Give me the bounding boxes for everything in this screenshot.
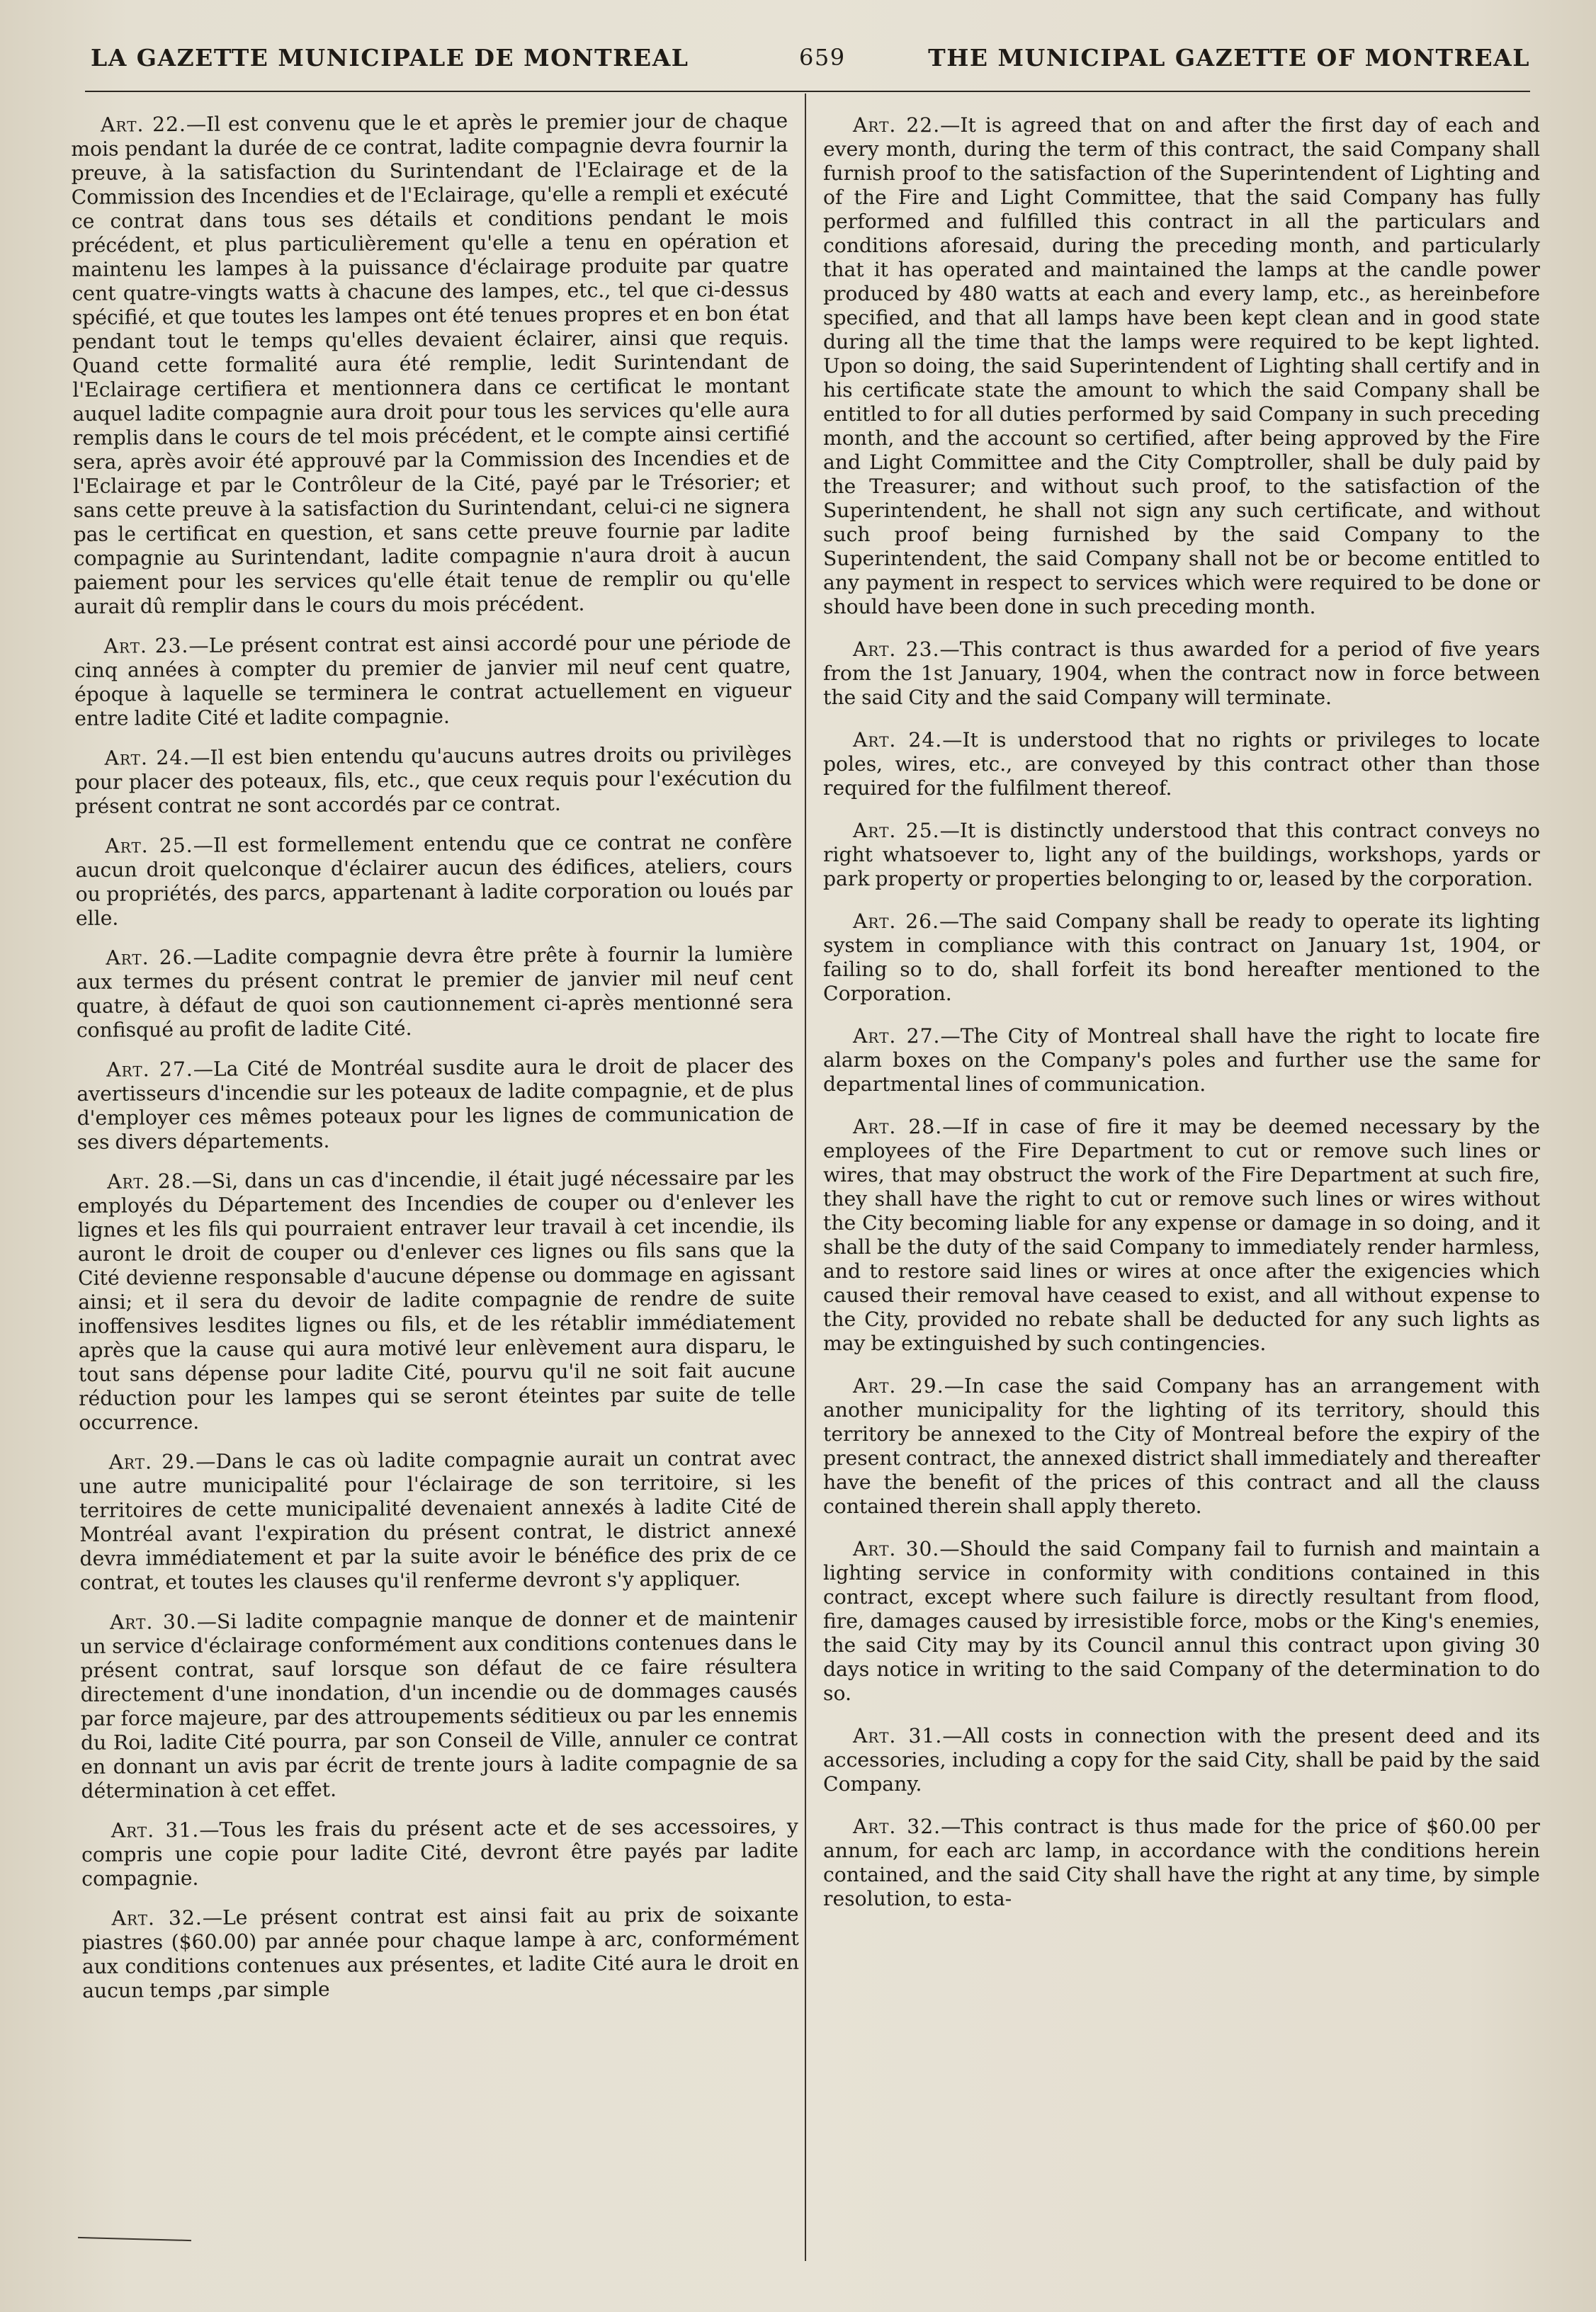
- article-text: —Il est formellement entendu que ce contrat ne confère aucun droit quelconque d'éclairer aucun des édifices, ateliers, cours ou propriétés, des parcs, appartenant à ladite corporation ou loués par elle.: [75, 829, 793, 930]
- article-text: —The said Company shall be ready to operate its lighting system in compliance with this contract on January 1st, 1904, or failing so to do, shall forfeit its bond hereafter mentioned to the Corporation.: [823, 910, 1541, 1005]
- column-divider: [805, 94, 806, 2261]
- article-paragraph: [81, 1815, 799, 1891]
- article-paragraph: [823, 728, 1540, 800]
- article-paragraph: [77, 1166, 796, 1435]
- french-gazette-title: LA GAZETTE MUNICIPALE DE MONTREAL: [91, 44, 689, 72]
- article-paragraph: [823, 1374, 1540, 1519]
- article-label: Art. 27.: [106, 1057, 193, 1082]
- article-paragraph: [823, 1115, 1540, 1356]
- article-paragraph: [80, 1606, 798, 1803]
- article-paragraph: [823, 1724, 1540, 1796]
- article-paragraph: [823, 1024, 1540, 1096]
- article-text: —Tous les frais du présent acte et de ses accessoires, y compris une copie pour ladite Cité, devront être payés par ladite compagnie.: [81, 1814, 799, 1891]
- page-number: 659: [799, 44, 846, 71]
- article-label: Art. 26.: [106, 945, 193, 970]
- article-label: Art. 31.: [111, 1818, 200, 1842]
- header-rule: [85, 91, 1530, 92]
- article-paragraph: [74, 742, 792, 819]
- article-text: —The City of Montreal shall have the right to locate fire alarm boxes on the Company's poles and further use the same for departmental lines of communication.: [823, 1024, 1540, 1096]
- article-text: —It is distinctly understood that this contract conveys no right whatsoever to, light any of the buildings, workshops, yards or park property or properties belonging to or, leased by the corporation.: [823, 819, 1541, 890]
- article-label: Art. 29.: [108, 1449, 196, 1474]
- article-paragraph: [74, 630, 791, 731]
- article-label: Art. 30.: [853, 1537, 940, 1560]
- article-paragraph: [823, 638, 1540, 710]
- article-text: —Ladite compagnie devra être prête à fournir la lumière aux termes du présent contrat le premier de janvier mil neuf cent quatre, à défaut de quoi son cautionnement ci-après mentionné sera confisqué au profit de ladite Cité.: [76, 941, 793, 1042]
- article-paragraph: [77, 1054, 794, 1155]
- article-label: Art. 29.: [853, 1374, 944, 1398]
- article-label: Art. 28.: [853, 1115, 943, 1138]
- page-header: [91, 44, 1530, 86]
- article-paragraph: [75, 830, 793, 931]
- article-label: Art. 24.: [104, 745, 191, 770]
- article-paragraph: [823, 1815, 1540, 1911]
- english-gazette-title: THE MUNICIPAL GAZETTE OF MONTREAL: [928, 44, 1530, 72]
- french-column: [71, 109, 799, 2019]
- article-text: —Si ladite compagnie manque de donner et de maintenir un service d'éclairage conformément aux conditions contenues dans le présent contrat, sauf lorsque son défaut de ce faire résultera directement d'une inondation, d'un incendie ou de dommages causés par force majeure, par des attroupements séditieux ou par les ennemis du Roi, ladite Cité pourra, par son Conseil de Ville, annuler ce contrat en donnant un avis par écrit de trente jours à ladite compagnie de sa détermination à cet effet.: [80, 1606, 798, 1803]
- article-label: Art. 32.: [111, 1905, 203, 1930]
- article-label: Art. 26.: [853, 910, 940, 933]
- article-label: Art. 27.: [853, 1024, 941, 1048]
- article-label: Art. 31.: [853, 1724, 943, 1747]
- article-text: —Il est bien entendu qu'aucuns autres droits ou privilèges pour placer des poteaux, fils, etc., que ceux requis pour l'exécution du présent contrat ne sont accordés par ce contrat.: [74, 742, 792, 818]
- article-label: Art. 22.: [853, 113, 941, 137]
- article-text: —In case the said Company has an arrangement with another municipality for the lighting of its territory, should this territory be annexed to the City of Montreal before the expiry of the present contract, the annexed district shall immediately and thereafter have the benefit of the prices of this contract and all the clauss contained therein shall apply thereto.: [823, 1374, 1540, 1518]
- article-text: —Dans le cas où ladite compagnie aurait un contrat avec une autre municipalité pour l'éclairage de son territoire, si les territoires de cette municipalité devenaient annexés à ladite Cité de Montréal avant l'expiration du présent contrat, le district annexé devra immédiatement et par la suite avoir le bénéfice des prix de ce contrat, et toutes les clauses qu'il renferme devront s'y appliquer.: [79, 1446, 797, 1594]
- article-paragraph: [76, 942, 793, 1043]
- article-text: —It is understood that no rights or privileges to locate poles, wires, etc., are conveyed by this contract other than those required for the fulfilment thereof.: [823, 728, 1540, 800]
- article-label: Art. 28.: [107, 1169, 192, 1194]
- article-label: Art. 23.: [853, 638, 940, 661]
- article-text: —It is agreed that on and after the first day of each and every month, during the term of this contract, the said Company shall furnish proof to the satisfaction of the Superintendent of Lighting and of the Fire and Light Committee, that the said Company has fully performed and fulfilled this contract in all the particulars and conditions aforesaid, during the preceding month, and particularly that it has operated and maintained the lamps at the candle power produced by 480 watts at each and every lamp, etc., as hereinbefore specified, and that all lamps have been kept clean and in good state during all the time that the lamps were required to be kept lighted. Upon so doing, the said Superintendent of Lighting shall certify and in his certificate state the amount to which the said Company shall be entitled to for all duties performed by said Company in such preceding month, and the account so certified, after being approved by the Fire and Light Committee and the City Comptroller, shall be duly paid by the Treasurer; and without such proof, to the satisfaction of the Superintendent, he shall not sign any such certificate, and without such proof being furnished by the said Company to the Superintendent, the said Company shall not be or become entitled to any payment in respect to services which were required to be done or should have been done in such preceding month.: [823, 113, 1540, 618]
- article-label: Art. 32.: [853, 1815, 941, 1838]
- article-text: —All costs in connection with the present deed and its accessories, including a copy for the said City, shall be paid by the said Company.: [823, 1724, 1540, 1796]
- article-label: Art. 24.: [853, 728, 943, 752]
- article-text: —This contract is thus made for the price of $60.00 per annum, for each arc lamp, in accordance with the conditions herein contained, and the said City shall have the right at any time, by simple resolution, to esta-: [823, 1815, 1540, 1910]
- article-paragraph: [823, 819, 1540, 891]
- article-paragraph: [823, 910, 1540, 1006]
- article-paragraph: [79, 1446, 797, 1595]
- article-text: —La Cité de Montréal susdite aura le droit de placer des avertisseurs d'incendie sur les poteaux de ladite compagnie, et de plus d'employer ces mêmes poteaux pour les lignes de communication de ses divers départements.: [77, 1053, 794, 1154]
- article-text: —Le présent contrat est ainsi fait au prix de soixante piastres ($60.00) par année pour chaque lampe à arc, conformément aux conditions contenues aux présentes, et ladite Cité aura le droit en aucun temps ,par simple: [81, 1902, 800, 2002]
- article-paragraph: [823, 1537, 1540, 1706]
- article-label: Art. 25.: [853, 819, 940, 842]
- article-text: —This contract is thus awarded for a period of five years from the 1st January, 1904, when the contract now in force between the said City and the said Company will terminate.: [823, 638, 1540, 709]
- article-paragraph: [71, 109, 791, 619]
- article-label: Art. 22.: [100, 113, 187, 137]
- article-paragraph: [81, 1903, 799, 2003]
- article-text: —If in case of fire it may be deemed necessary by the employees of the Fire Department to cut or remove such lines or wires, that may obstruct the work of the Fire Department at such fire, they shall have the right to cut or remove such lines or wires without the City becoming liable for any expense or damage in so doing, and it shall be the duty of the said Company to immediately render harmless, and to restore said lines or wires at once after the exigencies which caused their removal have ceased to exist, and all without expense to the City, provided no rebate shall be deducted for any such lights as may be extinguished by such contingencies.: [823, 1115, 1540, 1355]
- article-text: —Si, dans un cas d'incendie, il était jugé nécessaire par les employés du Département des Incendies de couper ou d'enlever les lignes et les fils qui pourraient entraver leur travail à cet incendie, ils auront le droit de couper ou d'enlever ces lignes ou fils sans que la Cité devienne responsable d'aucune dépense ou dommage en agissant ainsi; et il sera du devoir de ladite compagnie de rendre de suite inoffensives lesdites lignes ou fils, et de les rétablir immédiatement après que la cause qui aura motivé leur enlèvement aura disparu, le tout sans dépense pour ladite Cité, pourvu qu'il ne soit fait aucune réduction pour les lampes qui se seront éteintes par suite de telle occurrence.: [77, 1165, 796, 1434]
- english-column: [823, 113, 1540, 1930]
- footer-rule: [78, 2237, 191, 2241]
- article-label: Art. 23.: [103, 633, 189, 658]
- article-text: —Le présent contrat est ainsi accordé pour une période de cinq années à compter du premier de janvier mil neuf cent quatre, époque à laquelle se terminera le contrat actuellement en vigueur entre ladite Cité et ladite compagnie.: [74, 630, 792, 730]
- article-text: —Should the said Company fail to furnish and maintain a lighting service in conformity with conditions contained in this contract, except where such failure is directly resultant from flood, fire, damages caused by irresistible force, mobs or the King's enemies, the said City may by its Council annul this contract upon giving 30 days notice in writing to the said Company of the determination to do so.: [823, 1537, 1541, 1705]
- article-label: Art. 30.: [109, 1609, 197, 1634]
- article-paragraph: [823, 113, 1540, 619]
- article-label: Art. 25.: [105, 833, 193, 858]
- article-text: —Il est convenu que le et après le premier jour de chaque mois pendant la durée de ce contrat, ladite compagnie devra fournir la preuve, à la satisfaction du Surintendant de l'Eclairage et de la Commission des Incendies et de l'Eclairage, qu'elle a rempli et exécuté ce contrat dans tous ses détails et conditions pendant le mois précédent, et plus particulièrement qu'elle a tenu en opération et maintenu les lampes à la puissance d'éclairage produite par quatre cent quatre-vingts watts à chacune des lampes, etc., tel que ci-dessus spécifié, et que toutes les lampes ont été tenues propres et en bon état pendant tout le temps qu'elles devaient éclairer, ainsi que requis. Quand cette formalité aura été remplie, ledit Surintendant de l'Eclairage certifiera et mentionnera dans ce certificat le montant auquel ladite compagnie aura droit pour tous les services qu'elle aura remplis dans le cours de tel mois précédent, et le compte ainsi certifié sera, après avoir été approuvé par la Commission des Incendies et de l'Eclairage et par le Contrôleur de la Cité, payé par le Trésorier; et sans cette preuve à la satisfaction du Surintendant, celui-ci ne signera pas le certificat en question, et sans cette preuve fournie par ladite compagnie au Surintendant, ladite compagnie n'aura droit à aucun paiement pour les services qu'elle était tenue de remplir ou qu'elle aurait dû remplir dans le cours du mois précédent.: [71, 108, 791, 618]
